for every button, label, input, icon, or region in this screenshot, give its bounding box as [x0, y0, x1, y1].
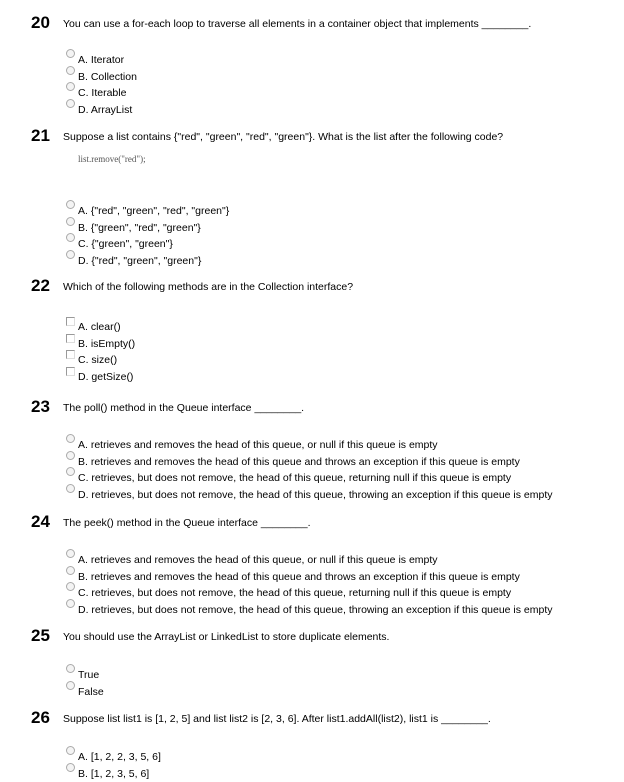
option-label: C. Iterable: [78, 87, 127, 100]
option-label: D. retrieves, but does not remove, the head of this queue, throwing an exception if this queue is empty: [78, 488, 553, 501]
question-number: 25: [31, 626, 50, 645]
radio-button[interactable]: [66, 233, 75, 242]
question-number: 24: [31, 512, 50, 531]
radio-button[interactable]: [66, 566, 75, 575]
radio-button[interactable]: [66, 99, 75, 108]
question-number: 26: [31, 708, 50, 727]
radio-button[interactable]: [66, 664, 75, 673]
option-label: A. {"red", "green", "red", "green"}: [78, 205, 230, 217]
question-text: Which of the following methods are in the Collection interface?: [63, 281, 354, 293]
option-label: D. retrieves, but does not remove, the head of this queue, throwing an exception if this queue is empty: [78, 603, 553, 616]
question-text: Suppose list list1 is [1, 2, 5] and list list2 is [2, 3, 6]. After list1.addAll(list2), list1 is ________.: [63, 713, 491, 725]
code-snippet: list.remove("red");: [78, 154, 146, 164]
question-number: 20: [31, 13, 50, 32]
radio-button[interactable]: [66, 484, 75, 493]
radio-button[interactable]: [66, 82, 75, 91]
option-label: A. retrieves and removes the head of this queue, or null if this queue is empty: [78, 439, 438, 451]
radio-button[interactable]: [66, 250, 75, 259]
option-label: C. size(): [78, 354, 118, 367]
question-number: 23: [31, 397, 50, 416]
radio-button[interactable]: [66, 582, 75, 591]
question-text: You should use the ArrayList or LinkedList to store duplicate elements.: [63, 631, 390, 643]
option-label: B. [1, 2, 3, 5, 6]: [78, 767, 150, 780]
radio-button[interactable]: [66, 746, 75, 755]
option-label: D. {"red", "green", "green"}: [78, 254, 202, 267]
option-label: A. [1, 2, 2, 3, 5, 6]: [78, 751, 161, 763]
option-label: B. isEmpty(): [78, 337, 136, 350]
option-label: C. retrieves, but does not remove, the head of this queue, returning null if this queue is empty: [78, 472, 512, 485]
checkbox[interactable]: [66, 317, 75, 326]
radio-button[interactable]: [66, 451, 75, 460]
option-label: C. {"green", "green"}: [78, 238, 173, 251]
question-text: The poll() method in the Queue interface ________.: [63, 402, 305, 414]
radio-button[interactable]: [66, 763, 75, 772]
option-label: C. retrieves, but does not remove, the head of this queue, returning null if this queue is empty: [78, 587, 512, 600]
option-label: B. retrieves and removes the head of this queue and throws an exception if this queue is empty: [78, 455, 520, 468]
radio-button[interactable]: [66, 217, 75, 226]
option-label: D. ArrayList: [78, 103, 133, 116]
radio-button[interactable]: [66, 467, 75, 476]
option-label: True: [78, 669, 100, 681]
option-label: B. retrieves and removes the head of this queue and throws an exception if this queue is empty: [78, 570, 520, 583]
question-text: Suppose a list contains {"red", "green", "red", "green"}. What is the list after the following code?: [63, 131, 504, 143]
question-text: The peek() method in the Queue interface ________.: [63, 517, 311, 529]
option-label: D. getSize(): [78, 370, 134, 383]
radio-button[interactable]: [66, 599, 75, 608]
option-label: B. Collection: [78, 70, 137, 83]
option-label: False: [78, 685, 104, 698]
radio-button[interactable]: [66, 49, 75, 58]
option-label: B. {"green", "red", "green"}: [78, 221, 201, 234]
checkbox[interactable]: [66, 367, 75, 376]
option-label: A. clear(): [78, 321, 121, 333]
radio-button[interactable]: [66, 549, 75, 558]
question-number: 22: [31, 276, 50, 295]
question-number: 21: [31, 126, 50, 145]
radio-button[interactable]: [66, 681, 75, 690]
radio-button[interactable]: [66, 66, 75, 75]
checkbox[interactable]: [66, 350, 75, 359]
radio-button[interactable]: [66, 200, 75, 209]
radio-button[interactable]: [66, 434, 75, 443]
question-text: You can use a for-each loop to traverse all elements in a container object that implements ________.: [63, 18, 532, 30]
option-label: A. Iterator: [78, 54, 125, 66]
option-label: A. retrieves and removes the head of this queue, or null if this queue is empty: [78, 554, 438, 566]
checkbox[interactable]: [66, 334, 75, 343]
